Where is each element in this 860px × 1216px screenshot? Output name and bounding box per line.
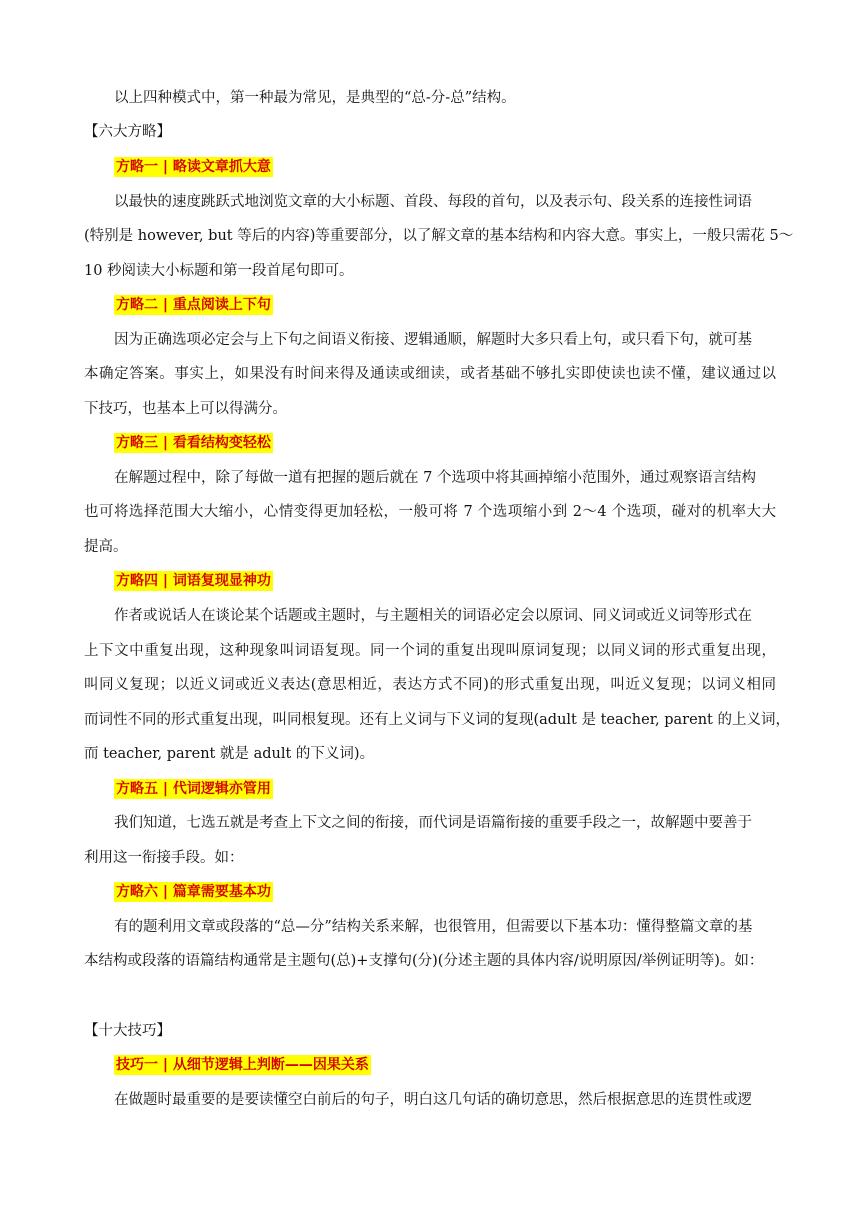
paragraph-line: 有的题利用文章或段落的“总—分”结构关系来解，也很管用，但需要以下基本功：懂得整篇文章的基 [114, 919, 753, 935]
paragraph-line: 在做题时最重要的是要读懂空白前后的句子，明白这几句话的确切意思，然后根据意思的连贯性或逻 [114, 1092, 752, 1108]
paragraph-line: 10 秒阅读大小标题和第一段首尾句即可。 [84, 263, 354, 279]
paragraph-line: 下技巧，也基本上可以得满分。 [84, 401, 287, 417]
intro-text: 以上四种模式中，第一种最为常见，是典型的“总-分-总”结构。 [114, 90, 516, 106]
strategy-heading: 方略二 | 重点阅读上下句 [116, 297, 271, 313]
strategy-heading: 方略四 | 词语复现显神功 [116, 573, 271, 589]
paragraph-line: 提高。 [84, 539, 128, 555]
section-title-strategies: 【六大方略】 [84, 124, 171, 140]
paragraph-line: 以最快的速度跳跃式地浏览文章的大小标题、首段、每段的首句，以及表示句、段关系的连接性词语 [114, 194, 752, 210]
section-title-tips: 【十大技巧】 [84, 1023, 171, 1039]
paragraph-line: 本结构或段落的语篇结构通常是主题句(总)+支撑句(分)(分述主题的具体内容/说明原因/举例证明等)。如： [84, 953, 764, 969]
strategy-heading: 方略一 | 略读文章抓大意 [116, 159, 271, 175]
paragraph-line: (特别是 however, but 等后的内容)等重要部分，以了解文章的基本结构和内容大意。事实上，一般只需花 5～ [84, 228, 794, 244]
paragraph-line: 在解题过程中，除了每做一道有把握的题后就在 7 个选项中将其画掉缩小范围外，通过观察语言结构 [114, 470, 756, 486]
paragraph-line: 而 teacher, parent 就是 adult 的下义词)。 [84, 746, 375, 762]
tip-heading: 技巧一 | 从细节逻辑上判断——因果关系 [116, 1057, 369, 1073]
paragraph-line: 因为正确选项必定会与上下句之间语义衔接、逻辑通顺，解题时大多只看上句，或只看下句，就可基 [114, 332, 752, 348]
strategy-heading: 方略六 | 篇章需要基本功 [116, 884, 271, 900]
paragraph-line: 而词性不同的形式重复出现，叫同根复现。还有上义词与下义词的复现(adult 是 teacher, parent 的上义词， [84, 712, 790, 728]
paragraph-line: 我们知道，七选五就是考查上下文之间的衔接，而代词是语篇衔接的重要手段之一，故解题中要善于 [114, 815, 752, 831]
paragraph-line: 利用这一衔接手段。如： [84, 850, 244, 866]
paragraph-line: 叫同义复现；以近义词或近义表达(意思相近，表达方式不同)的形式重复出现，叫近义复现；以词义相同 [84, 677, 776, 693]
paragraph-line: 作者或说话人在谈论某个话题或主题时，与主题相关的词语必定会以原词、同义词或近义词等形式在 [114, 608, 752, 624]
paragraph-line: 上下文中重复出现，这种现象叫词语复现。同一个词的重复出现叫原词复现；以同义词的形式重复出现， [84, 643, 776, 659]
paragraph-line: 也可将选择范围大大缩小，心情变得更加轻松，一般可将 7 个选项缩小到 2～4 个选项，碰对的机率大大 [84, 504, 776, 520]
strategy-heading: 方略五 | 代词逻辑亦管用 [116, 781, 271, 797]
paragraph-line: 本确定答案。事实上，如果没有时间来得及通读或细读，或者基础不够扎实即使读也读不懂，建议通过以 [84, 366, 776, 382]
strategy-heading: 方略三 | 看看结构变轻松 [116, 435, 271, 451]
